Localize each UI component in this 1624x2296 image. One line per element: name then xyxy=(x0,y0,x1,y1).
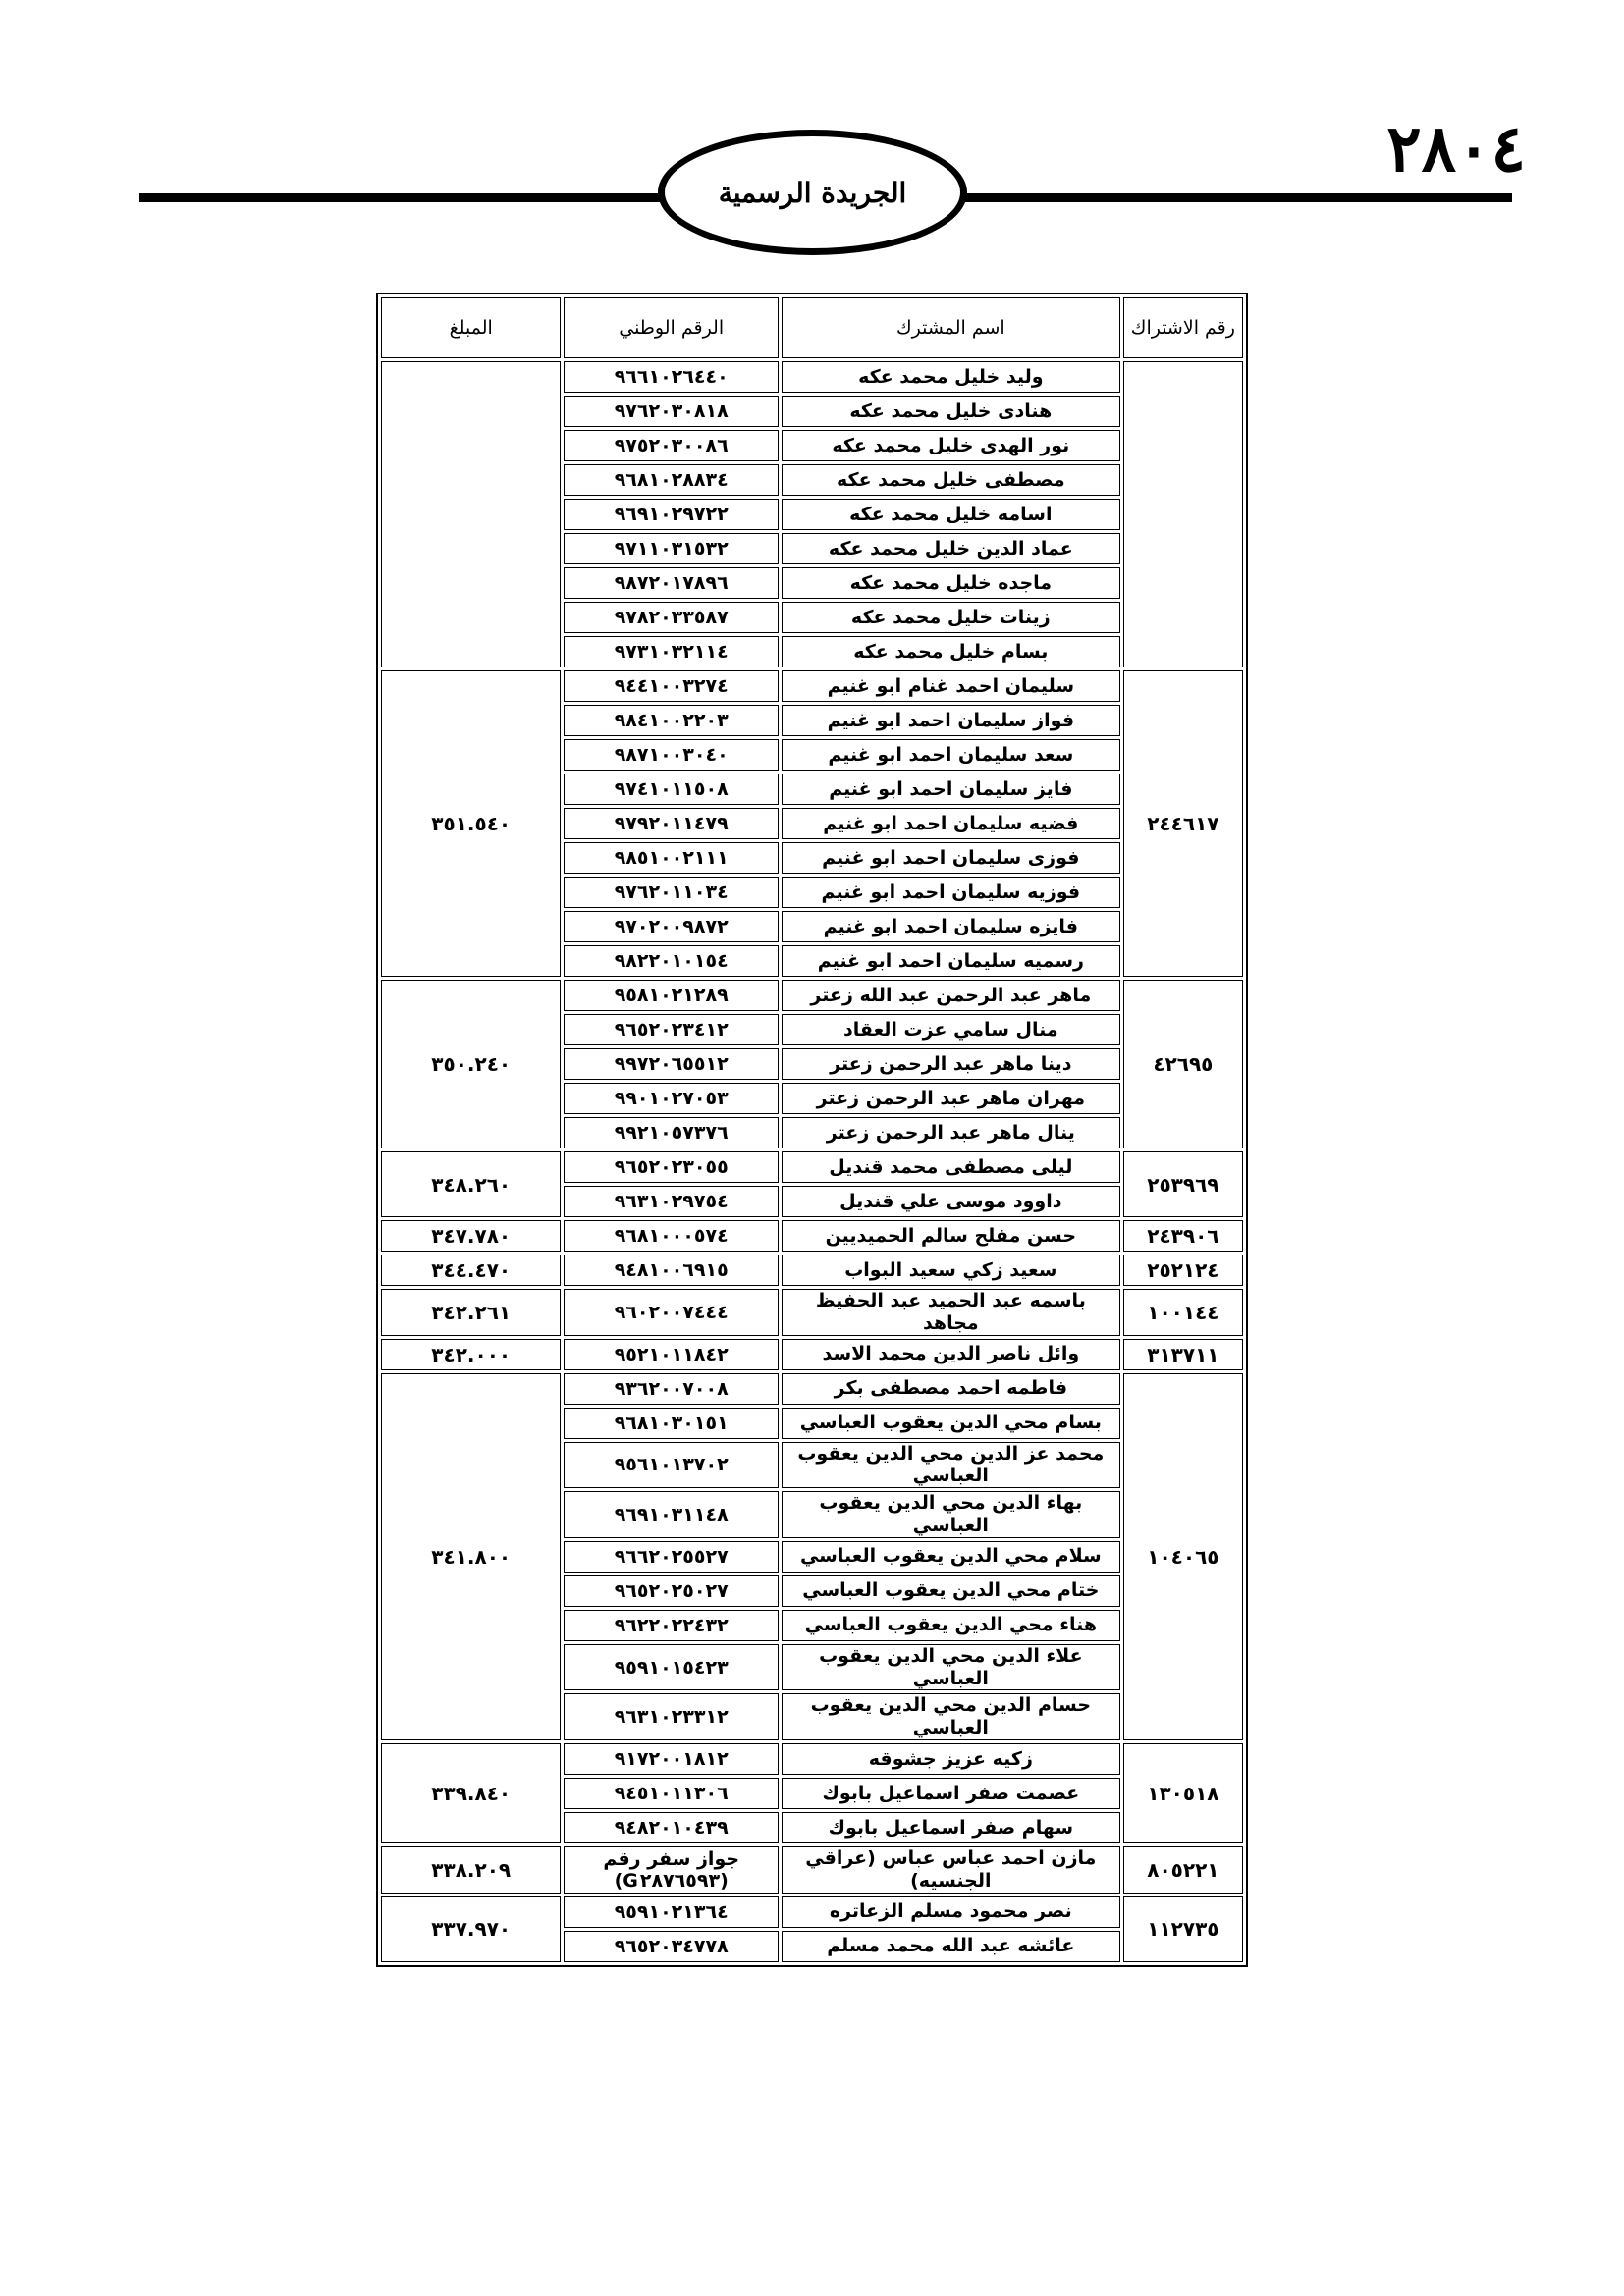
table-row xyxy=(381,1151,1243,1183)
table-row xyxy=(381,1255,1243,1286)
table-header-row xyxy=(381,297,1243,358)
amount-cell: ٣٣٨.٢٠٩ xyxy=(381,1846,561,1894)
subscription-number-cell: ٢٤٤٦١٧ xyxy=(1123,670,1243,977)
amount-cell: ٣٣٧.٩٧٠ xyxy=(381,1896,561,1962)
subscriber-name-cell: حسام الدين محي الدين يعقوب العباسي xyxy=(782,1693,1120,1740)
national-number-cell: ٩٦٩١٠٢٩٧٢٢ xyxy=(564,499,779,530)
table-row xyxy=(381,1220,1243,1252)
subscription-number-cell: ١٠٠١٤٤ xyxy=(1123,1289,1243,1336)
amount-cell: ٣٤٧.٧٨٠ xyxy=(381,1220,561,1252)
subscriber-name-cell: بسام محي الدين يعقوب العباسي xyxy=(782,1408,1120,1439)
national-number-cell: ٩٧٥٢٠٣٠٠٨٦ xyxy=(564,430,779,461)
subscription-number-cell: ١٣٠٥١٨ xyxy=(1123,1743,1243,1843)
subscribers-table xyxy=(376,293,1248,1967)
subscriber-name-cell: مازن احمد عباس عباس (عراقي الجنسيه) xyxy=(782,1846,1120,1894)
subscriber-name-cell: مهران ماهر عبد الرحمن زعتر xyxy=(782,1083,1120,1114)
subscriber-name-cell: فواز سليمان احمد ابو غنيم xyxy=(782,705,1120,736)
subscriber-name-cell: باسمه عبد الحميد عبد الحفيظ مجاهد xyxy=(782,1289,1120,1336)
table-row xyxy=(381,361,1243,393)
national-number-cell: ٩٧٨٢٠٣٣٥٨٧ xyxy=(564,602,779,633)
subscriber-name-cell: عماد الدين خليل محمد عكه xyxy=(782,533,1120,564)
national-number-cell: ٩٧٦٢٠١١٠٣٤ xyxy=(564,877,779,908)
national-number-cell: ٩٩٠١٠٢٧٠٥٣ xyxy=(564,1083,779,1114)
subscription-number-cell: ٣١٣٧١١ xyxy=(1123,1339,1243,1370)
national-number-cell: جواز سفر رقم (G٢٨٧٦٥٩٣) xyxy=(564,1846,779,1894)
subscription-number-cell: ١١٢٧٣٥ xyxy=(1123,1896,1243,1962)
national-number-cell: ٩٦٨١٠٣٠١٥١ xyxy=(564,1408,779,1439)
subscriber-name-cell: بهاء الدين محي الدين يعقوب العباسي xyxy=(782,1491,1120,1538)
subscription-number-cell: ١٠٤٠٦٥ xyxy=(1123,1373,1243,1740)
national-number-cell: ٩٧٩٢٠١١٤٧٩ xyxy=(564,808,779,839)
amount-cell: ٣٤٨.٢٦٠ xyxy=(381,1151,561,1217)
subscriber-name-cell: نور الهدى خليل محمد عكه xyxy=(782,430,1120,461)
national-number-cell: ٩٦٥٢٠٢٥٠٢٧ xyxy=(564,1575,779,1607)
national-number-cell: ٩٨٥١٠٠٢١١١ xyxy=(564,842,779,874)
subscriber-name-cell: هناء محي الدين يعقوب العباسي xyxy=(782,1610,1120,1641)
subscriber-name-cell: فوزى سليمان احمد ابو غنيم xyxy=(782,842,1120,874)
subscriber-name-cell: محمد عز الدين محي الدين يعقوب العباسي xyxy=(782,1442,1120,1489)
amount-cell: ٣٤٢.٠٠٠ xyxy=(381,1339,561,1370)
amount-cell xyxy=(381,361,561,667)
national-number-cell: ٩٥٩١٠٢١٣٦٤ xyxy=(564,1896,779,1928)
table-row xyxy=(381,1743,1243,1775)
header-title: الجريدة الرسمية xyxy=(718,176,907,209)
subscriber-name-cell: اسامه خليل محمد عكه xyxy=(782,499,1120,530)
table-body xyxy=(381,361,1243,1962)
col-header-subscriber-name: اسم المشترك xyxy=(782,297,1120,358)
table-row xyxy=(381,1373,1243,1405)
subscriber-name-cell: دينا ماهر عبد الرحمن زعتر xyxy=(782,1048,1120,1080)
subscriber-name-cell: زينات خليل محمد عكه xyxy=(782,602,1120,633)
national-number-cell: ٩١٧٢٠٠١٨١٢ xyxy=(564,1743,779,1775)
subscriber-name-cell: فضيه سليمان احمد ابو غنيم xyxy=(782,808,1120,839)
subscriber-name-cell: داوود موسى علي قنديل xyxy=(782,1186,1120,1217)
col-header-national-no: الرقم الوطني xyxy=(564,297,779,358)
national-number-cell: ٩٧١١٠٣١٥٣٢ xyxy=(564,533,779,564)
national-number-cell: ٩٧٠٢٠٠٩٨٧٢ xyxy=(564,911,779,942)
subscriber-name-cell: ماجده خليل محمد عكه xyxy=(782,567,1120,599)
amount-cell: ٣٥١.٥٤٠ xyxy=(381,670,561,977)
national-number-cell: ٩٥٩١٠١٥٤٢٣ xyxy=(564,1644,779,1691)
subscriber-name-cell: منال سامي عزت العقاد xyxy=(782,1014,1120,1045)
subscriber-name-cell: رسميه سليمان احمد ابو غنيم xyxy=(782,945,1120,977)
subscriber-name-cell: ينال ماهر عبد الرحمن زعتر xyxy=(782,1117,1120,1148)
national-number-cell: ٩٦٠٢٠٠٧٤٤٤ xyxy=(564,1289,779,1336)
national-number-cell: ٩٦٨١٠٢٨٨٣٤ xyxy=(564,464,779,496)
table-row xyxy=(381,670,1243,702)
national-number-cell: ٩٤٥١٠١١٣٠٦ xyxy=(564,1778,779,1809)
national-number-cell: ٩٦٨١٠٠٠٥٧٤ xyxy=(564,1220,779,1252)
amount-cell: ٣٤١.٨٠٠ xyxy=(381,1373,561,1740)
col-header-amount: المبلغ xyxy=(381,297,561,358)
table-row xyxy=(381,1289,1243,1336)
national-number-cell: ٩٦٥٢٠٢٣٤١٢ xyxy=(564,1014,779,1045)
subscriber-name-cell: فايزه سليمان احمد ابو غنيم xyxy=(782,911,1120,942)
amount-cell: ٣٣٩.٨٤٠ xyxy=(381,1743,561,1843)
national-number-cell: ٩٦٣١٠٢٣٣١٢ xyxy=(564,1693,779,1740)
header-title-oval xyxy=(658,130,967,255)
national-number-cell: ٩٨٧١٠٠٣٠٤٠ xyxy=(564,739,779,771)
subscription-number-cell: ٢٥٣٩٦٩ xyxy=(1123,1151,1243,1217)
national-number-cell: ٩٦٥٢٠٢٣٠٥٥ xyxy=(564,1151,779,1183)
subscriber-name-cell: سعيد زكي سعيد البواب xyxy=(782,1255,1120,1286)
national-number-cell: ٩٤٨٢٠١٠٤٣٩ xyxy=(564,1812,779,1843)
subscriber-name-cell: وائل ناصر الدين محمد الاسد xyxy=(782,1339,1120,1370)
subscription-number-cell: ٢٤٣٩٠٦ xyxy=(1123,1220,1243,1252)
amount-cell: ٣٤٤.٤٧٠ xyxy=(381,1255,561,1286)
national-number-cell: ٩٦٢٢٠٢٢٤٣٢ xyxy=(564,1610,779,1641)
page-number: ٢٨٠٤ xyxy=(1386,110,1526,187)
subscriber-name-cell: فاطمه احمد مصطفى بكر xyxy=(782,1373,1120,1405)
amount-cell: ٣٥٠.٢٤٠ xyxy=(381,980,561,1148)
subscriber-name-cell: نصر محمود مسلم الزعاتره xyxy=(782,1896,1120,1928)
subscriber-name-cell: عائشه عبد الله محمد مسلم xyxy=(782,1931,1120,1962)
subscriber-name-cell: علاء الدين محي الدين يعقوب العباسي xyxy=(782,1644,1120,1691)
national-number-cell: ٩٦٦٢٠٢٥٥٢٧ xyxy=(564,1541,779,1573)
national-number-cell: ٩٨٧٢٠١٧٨٩٦ xyxy=(564,567,779,599)
table-row xyxy=(381,1339,1243,1370)
subscriber-name-cell: سلام محي الدين يعقوب العباسي xyxy=(782,1541,1120,1573)
national-number-cell: ٩٧٣١٠٣٢١١٤ xyxy=(564,636,779,667)
subscriber-name-cell: ماهر عبد الرحمن عبد الله زعتر xyxy=(782,980,1120,1011)
national-number-cell: ٩٨٢٢٠١٠١٥٤ xyxy=(564,945,779,977)
national-number-cell: ٩٣٦٢٠٠٧٠٠٨ xyxy=(564,1373,779,1405)
national-number-cell: ٩٧٤١٠١١٥٠٨ xyxy=(564,774,779,805)
subscriber-name-cell: فوزيه سليمان احمد ابو غنيم xyxy=(782,877,1120,908)
subscription-number-cell: ٤٢٦٩٥ xyxy=(1123,980,1243,1148)
subscriber-name-cell: ختام محي الدين يعقوب العباسي xyxy=(782,1575,1120,1607)
subscriber-name-cell: هنادى خليل محمد عكه xyxy=(782,396,1120,427)
subscription-number-cell: ٢٥٢١٢٤ xyxy=(1123,1255,1243,1286)
subscriber-name-cell: فايز سليمان احمد ابو غنيم xyxy=(782,774,1120,805)
national-number-cell: ٩٤٨١٠٠٦٩١٥ xyxy=(564,1255,779,1286)
national-number-cell: ٩٦٦١٠٢٦٤٤٠ xyxy=(564,361,779,393)
subscriber-name-cell: حسن مفلح سالم الحميديين xyxy=(782,1220,1120,1252)
subscriber-name-cell: سليمان احمد غنام ابو غنيم xyxy=(782,670,1120,702)
subscriber-name-cell: بسام خليل محمد عكه xyxy=(782,636,1120,667)
subscriber-name-cell: ليلى مصطفى محمد قنديل xyxy=(782,1151,1120,1183)
subscription-number-cell xyxy=(1123,361,1243,667)
table-row xyxy=(381,980,1243,1011)
national-number-cell: ٩٤٤١٠٠٣٢٧٤ xyxy=(564,670,779,702)
col-header-subscription-no: رقم الاشتراك xyxy=(1123,297,1243,358)
national-number-cell: ٩٥٢١٠١١٨٤٢ xyxy=(564,1339,779,1370)
national-number-cell: ٩٦٣١٠٢٩٧٥٤ xyxy=(564,1186,779,1217)
national-number-cell: ٩٩٢١٠٥٧٣٧٦ xyxy=(564,1117,779,1148)
national-number-cell: ٩٩٧٢٠٦٥٥١٢ xyxy=(564,1048,779,1080)
table-row xyxy=(381,1846,1243,1894)
subscriber-name-cell: عصمت صفر اسماعيل بابوك xyxy=(782,1778,1120,1809)
subscriber-name-cell: مصطفى خليل محمد عكه xyxy=(782,464,1120,496)
table-row xyxy=(381,1896,1243,1928)
subscriber-name-cell: سهام صفر اسماعيل بابوك xyxy=(782,1812,1120,1843)
subscriber-name-cell: سعد سليمان احمد ابو غنيم xyxy=(782,739,1120,771)
national-number-cell: ٩٥٦١٠١٣٧٠٢ xyxy=(564,1442,779,1489)
national-number-cell: ٩٦٩١٠٣١١٤٨ xyxy=(564,1491,779,1538)
subscription-number-cell: ٨٠٥٢٢١ xyxy=(1123,1846,1243,1894)
amount-cell: ٣٤٢.٢٦١ xyxy=(381,1289,561,1336)
national-number-cell: ٩٧٦٢٠٣٠٨١٨ xyxy=(564,396,779,427)
subscriber-name-cell: زكيه عزيز جشوقه xyxy=(782,1743,1120,1775)
national-number-cell: ٩٦٥٢٠٣٤٧٧٨ xyxy=(564,1931,779,1962)
national-number-cell: ٩٥٨١٠٢١٢٨٩ xyxy=(564,980,779,1011)
subscriber-name-cell: وليد خليل محمد عكه xyxy=(782,361,1120,393)
national-number-cell: ٩٨٤١٠٠٢٢٠٣ xyxy=(564,705,779,736)
